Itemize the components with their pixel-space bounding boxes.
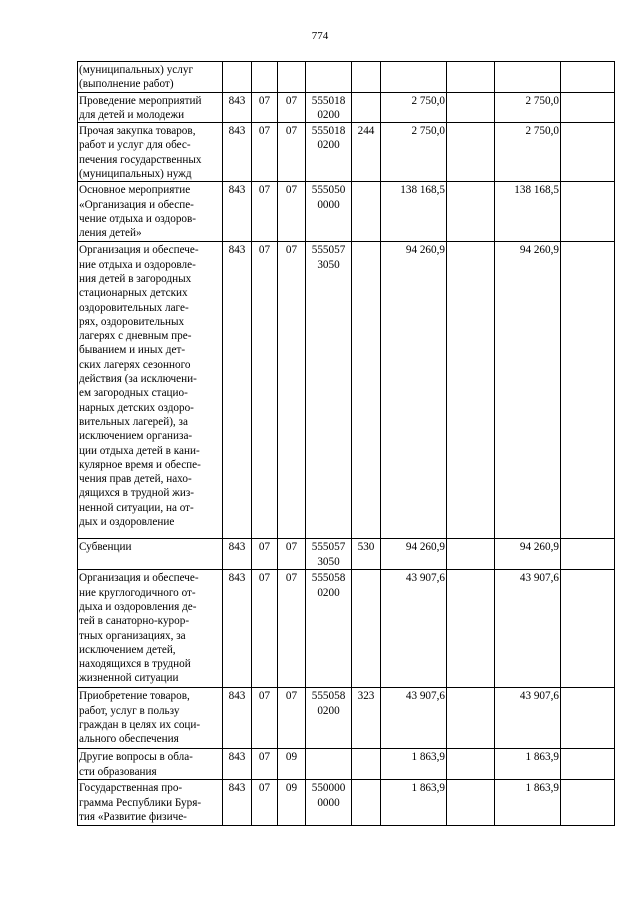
target-article-code: 555058 0200 <box>306 570 352 688</box>
amount-extra-2 <box>561 749 615 780</box>
subsection-code: 07 <box>278 242 306 539</box>
expense-type-code <box>352 749 381 780</box>
table-row <box>78 62 615 93</box>
ministry-code: 843 <box>223 780 252 826</box>
row-name: Проведение мероприятий для детей и молодежи <box>78 92 223 123</box>
target-article-code: 555050 0000 <box>306 182 352 242</box>
target-article-code: 555058 0200 <box>306 688 352 749</box>
target-article-code: 555018 0200 <box>306 92 352 123</box>
amount-extra-2 <box>561 780 615 826</box>
expense-type-code <box>352 242 381 539</box>
amount-extra <box>447 539 495 570</box>
table-row <box>78 123 615 182</box>
amount-total-2: 1 863,9 <box>495 749 561 780</box>
subsection-code: 07 <box>278 688 306 749</box>
amount-extra-2 <box>561 570 615 688</box>
amount-total-2: 94 260,9 <box>495 242 561 539</box>
section-code: 07 <box>252 123 278 182</box>
target-article-code: 550000 0000 <box>306 780 352 826</box>
ministry-code: 843 <box>223 92 252 123</box>
amount-extra <box>447 62 495 93</box>
amount-extra <box>447 688 495 749</box>
budget-table <box>77 61 615 826</box>
amount-extra <box>447 182 495 242</box>
amount-total-2: 138 168,5 <box>495 182 561 242</box>
amount-extra-2 <box>561 539 615 570</box>
ministry-code: 843 <box>223 539 252 570</box>
expense-type-code: 530 <box>352 539 381 570</box>
expense-type-code <box>352 570 381 688</box>
table-row <box>78 242 615 539</box>
ministry-code: 843 <box>223 749 252 780</box>
expense-type-code: 244 <box>352 123 381 182</box>
section-code: 07 <box>252 688 278 749</box>
amount-total: 94 260,9 <box>381 242 447 539</box>
amount-extra <box>447 780 495 826</box>
section-code: 07 <box>252 539 278 570</box>
amount-total-2: 2 750,0 <box>495 92 561 123</box>
row-name: Организация и обеспече- ние круглогодичного от- дыха и оздоровления де- тей в санаторно-курор- тных организациях, за исключением детей, находящихся в трудной жизненной ситуации <box>78 570 223 688</box>
amount-total <box>381 62 447 93</box>
expense-type-code <box>352 62 381 93</box>
section-code: 07 <box>252 749 278 780</box>
page-number: 774 <box>311 30 329 42</box>
row-name: Государственная про- грамма Республики Буря- тия «Развитие физиче- <box>78 780 223 826</box>
section-code: 07 <box>252 92 278 123</box>
amount-extra <box>447 749 495 780</box>
amount-extra-2 <box>561 182 615 242</box>
amount-extra-2 <box>561 123 615 182</box>
amount-total: 94 260,9 <box>381 539 447 570</box>
target-article-code <box>306 749 352 780</box>
expense-type-code <box>352 92 381 123</box>
target-article-code: 555057 3050 <box>306 539 352 570</box>
amount-total: 1 863,9 <box>381 780 447 826</box>
ministry-code: 843 <box>223 570 252 688</box>
ministry-code: 843 <box>223 688 252 749</box>
table-row <box>78 780 615 826</box>
ministry-code <box>223 62 252 93</box>
amount-total-2: 1 863,9 <box>495 780 561 826</box>
subsection-code: 07 <box>278 182 306 242</box>
section-code: 07 <box>252 780 278 826</box>
amount-total-2 <box>495 62 561 93</box>
ministry-code: 843 <box>223 242 252 539</box>
row-name: Приобретение товаров, работ, услуг в пользу граждан в целях их соци- ального обеспечения <box>78 688 223 749</box>
table-row <box>78 749 615 780</box>
amount-extra <box>447 242 495 539</box>
amount-extra-2 <box>561 92 615 123</box>
amount-total: 2 750,0 <box>381 123 447 182</box>
subsection-code: 07 <box>278 92 306 123</box>
row-name: (муниципальных) услуг (выполнение работ) <box>78 62 223 93</box>
ministry-code: 843 <box>223 182 252 242</box>
table-row <box>78 182 615 242</box>
ministry-code: 843 <box>223 123 252 182</box>
amount-extra <box>447 92 495 123</box>
amount-total-2: 2 750,0 <box>495 123 561 182</box>
subsection-code <box>278 62 306 93</box>
amount-total: 138 168,5 <box>381 182 447 242</box>
amount-total-2: 43 907,6 <box>495 570 561 688</box>
amount-extra-2 <box>561 62 615 93</box>
amount-total: 2 750,0 <box>381 92 447 123</box>
table-row <box>78 539 615 570</box>
row-name: Субвенции <box>78 539 223 570</box>
row-name: Организация и обеспече- ние отдыха и оздоровле- ния детей в загородных стационарных детских оздоровительных лаге- рях, оздоровительных лагерях с дневным пре- быванием и иных дет- ских лагерях сезонного действия (за исключени- ем загородных стацио- нарных детских оздоро- вительных лагерей), за исключением организа- ции отдыха детей в кани- кулярное время и обеспе- чения прав детей, нахо- дящихся в трудной жиз- ненной ситуации, на от- дых и оздоровление <box>78 242 223 539</box>
expense-type-code: 323 <box>352 688 381 749</box>
target-article-code: 555018 0200 <box>306 123 352 182</box>
amount-extra <box>447 570 495 688</box>
subsection-code: 07 <box>278 570 306 688</box>
amount-total: 1 863,9 <box>381 749 447 780</box>
amount-total-2: 43 907,6 <box>495 688 561 749</box>
table-row <box>78 688 615 749</box>
expense-type-code <box>352 182 381 242</box>
target-article-code: 555057 3050 <box>306 242 352 539</box>
subsection-code: 07 <box>278 539 306 570</box>
subsection-code: 09 <box>278 780 306 826</box>
section-code: 07 <box>252 242 278 539</box>
amount-extra-2 <box>561 688 615 749</box>
amount-total: 43 907,6 <box>381 688 447 749</box>
subsection-code: 07 <box>278 123 306 182</box>
expense-type-code <box>352 780 381 826</box>
section-code: 07 <box>252 182 278 242</box>
target-article-code <box>306 62 352 93</box>
amount-total-2: 94 260,9 <box>495 539 561 570</box>
table-row <box>78 92 615 123</box>
table-row <box>78 570 615 688</box>
section-code: 07 <box>252 570 278 688</box>
row-name: Основное мероприятие «Организация и обеспе- чение отдыха и оздоров- ления детей» <box>78 182 223 242</box>
subsection-code: 09 <box>278 749 306 780</box>
section-code <box>252 62 278 93</box>
amount-extra-2 <box>561 242 615 539</box>
row-name: Другие вопросы в обла- сти образования <box>78 749 223 780</box>
amount-extra <box>447 123 495 182</box>
row-name: Прочая закупка товаров, работ и услуг для обес- печения государственных (муниципальных) нужд <box>78 123 223 182</box>
amount-total: 43 907,6 <box>381 570 447 688</box>
